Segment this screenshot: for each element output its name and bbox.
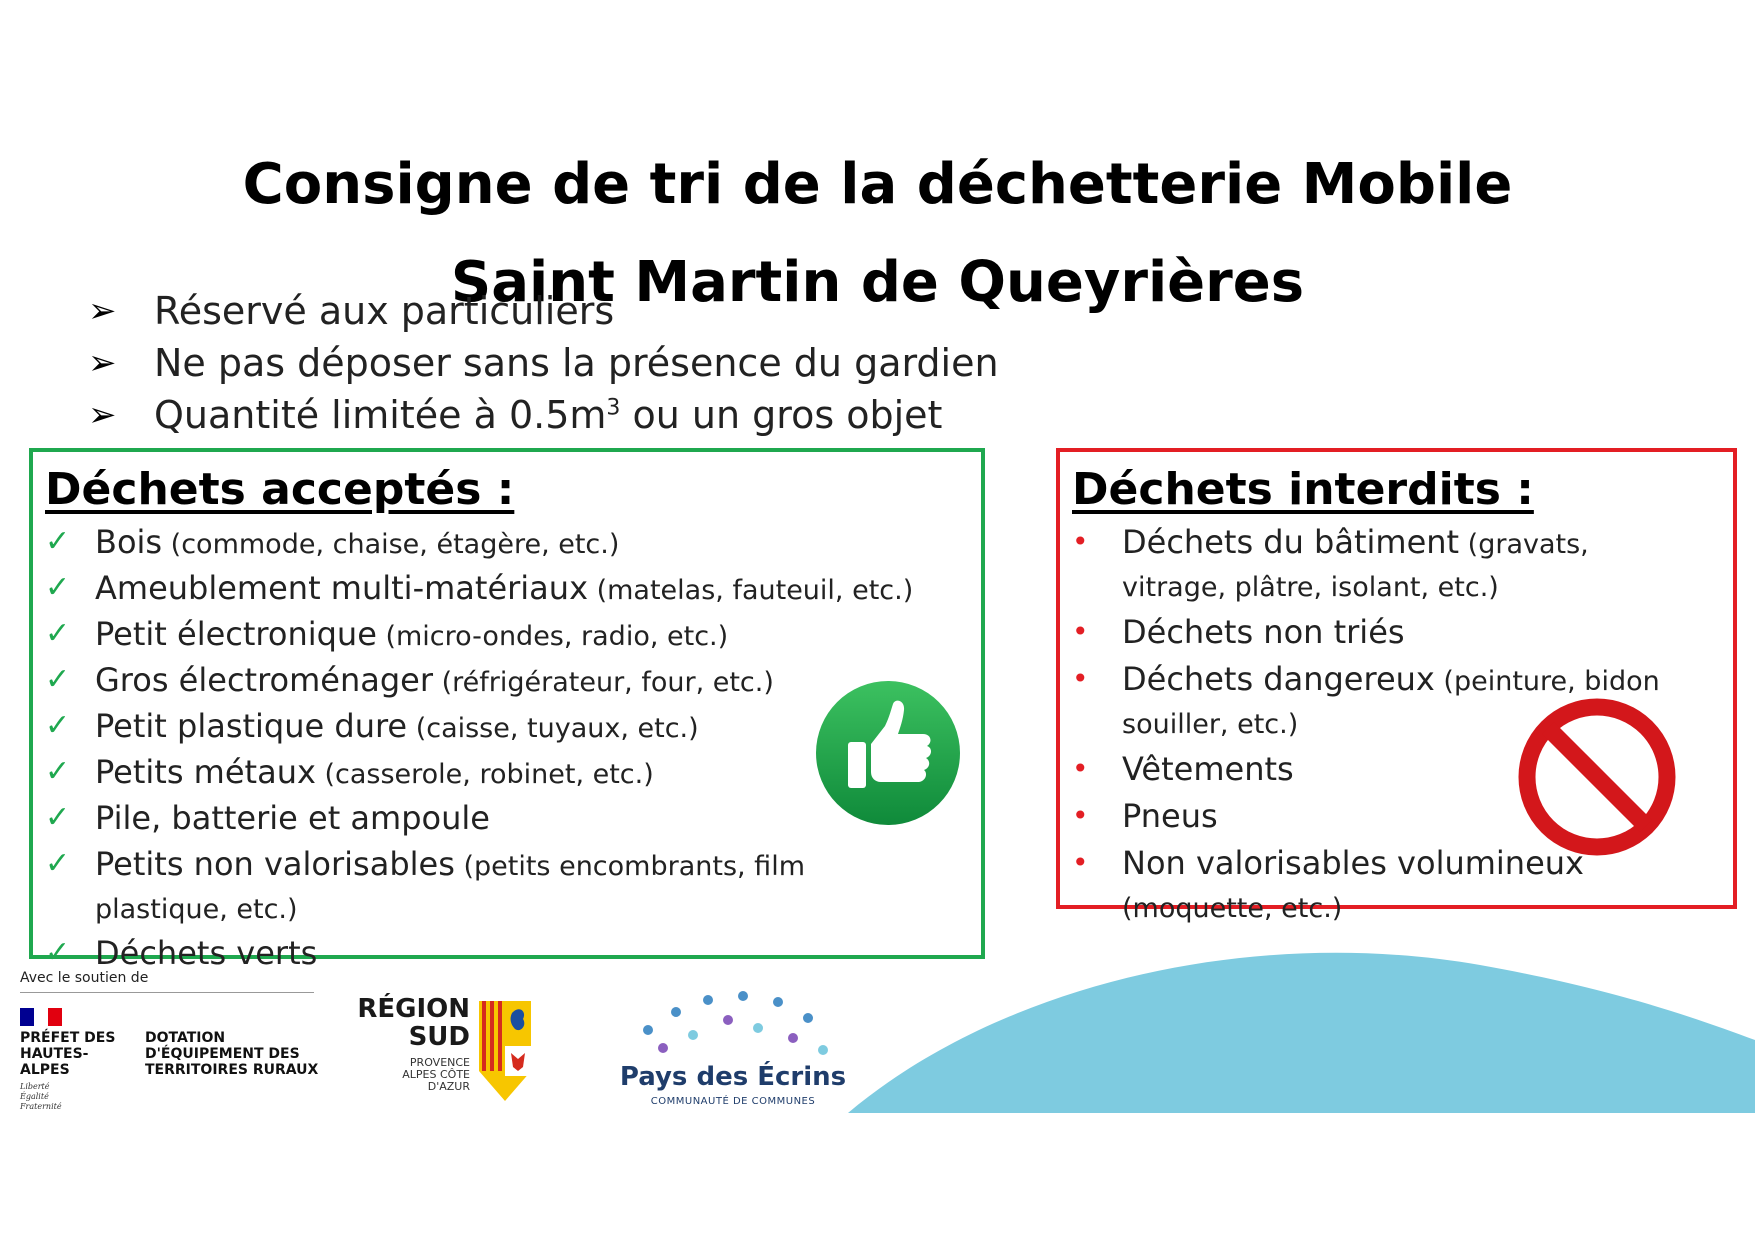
accepted-item-text (95, 798, 490, 841)
forbidden-item-text (1122, 796, 1218, 839)
divider (20, 992, 314, 993)
accepted-item-detail: (micro-ondes, radio, etc.) (376, 621, 729, 652)
intro-text-rest: ou un gros objet (620, 393, 943, 437)
dotation-program: DOTATION D'ÉQUIPEMENT DES TERRITOIRES RURAUX (145, 1030, 319, 1078)
thumbs-up-icon (815, 680, 961, 826)
check-icon: ✓ (45, 846, 71, 881)
intro-text-main: Quantité limitée à 0.5m (154, 393, 607, 437)
bullet-icon: • (1072, 525, 1089, 558)
accepted-item-detail: (caisse, tuyaux, etc.) (407, 713, 699, 744)
bullet-icon: • (1072, 799, 1089, 832)
forbidden-item-label: Vêtements (1122, 750, 1294, 788)
prefet-motto: Liberté Égalité Fraternité (20, 1082, 62, 1111)
accepted-item-detail: (petits encombrants, film plastique, etc.) (95, 851, 814, 925)
accepted-item-text (95, 706, 699, 749)
check-icon: ✓ (45, 935, 71, 970)
forbidden-item-label: Déchets dangereux (1122, 660, 1435, 698)
pays-des-ecrins-logo (618, 990, 848, 1110)
accepted-item-label: Pile, batterie et ampoule (95, 799, 490, 837)
forbidden-heading: Déchets interdits : (1072, 464, 1534, 515)
check-icon: ✓ (45, 662, 71, 697)
intro-list (88, 285, 999, 441)
bullet-icon: • (1072, 846, 1089, 879)
accepted-item-text (95, 660, 774, 703)
bullet-icon: • (1072, 752, 1089, 785)
accepted-item-label: Petit plastique dure (95, 707, 408, 745)
accepted-item-text (95, 844, 875, 930)
bullet-icon: • (1072, 662, 1089, 695)
forbidden-item-text (1122, 612, 1405, 655)
accepted-item-detail: (réfrigérateur, four, etc.) (433, 667, 774, 698)
french-flag-icon (20, 1008, 62, 1026)
intro-item (88, 337, 999, 389)
accepted-item (45, 844, 945, 930)
accepted-item (45, 752, 945, 795)
accepted-heading: Déchets acceptés : (45, 464, 515, 515)
forbidden-item-text (1122, 522, 1682, 608)
accepted-item-label: Bois (95, 523, 163, 561)
accepted-item-detail: (matelas, fauteuil, etc.) (588, 575, 914, 606)
check-icon: ✓ (45, 524, 71, 559)
forbidden-item-label: Non valorisables volumineux (1122, 844, 1584, 882)
intro-item (88, 285, 999, 337)
check-icon: ✓ (45, 570, 71, 605)
check-icon: ✓ (45, 754, 71, 789)
check-icon: ✓ (45, 800, 71, 835)
accepted-item-label: Déchets verts (95, 934, 318, 972)
forbidden-item-label: Pneus (1122, 797, 1218, 835)
forbidden-item (1072, 612, 1722, 655)
title-line-2: Saint Martin de Queyrières (450, 250, 1305, 315)
accepted-item (45, 522, 945, 565)
forbidden-item-detail: (moquette, etc.) (1122, 850, 1593, 924)
intro-text: Ne pas déposer sans la présence du gardien (154, 341, 999, 385)
forbidden-item-text (1122, 749, 1294, 792)
accepted-item-label: Ameublement multi-matériaux (95, 569, 588, 607)
accepted-item-label: Gros électroménager (95, 661, 434, 699)
people-figures-icon (618, 990, 848, 1065)
forbidden-item-label: Déchets du bâtiment (1122, 523, 1460, 561)
forbidden-item (1072, 522, 1722, 608)
accepted-item-detail: (casserole, robinet, etc.) (315, 759, 654, 790)
accepted-item-text (95, 522, 619, 565)
forbidden-item-detail: (peinture, bidon souiller, etc.) (1122, 666, 1669, 740)
accepted-item (45, 568, 945, 611)
ecrins-subtitle: COMMUNAUTÉ DE COMMUNES (650, 1096, 816, 1107)
accepted-list (45, 522, 945, 979)
region-shield-icon (479, 1001, 531, 1101)
accepted-item-text (95, 568, 913, 611)
forbidden-item-detail: (gravats, vitrage, plâtre, isolant, etc.) (1122, 529, 1598, 603)
title-line-1: Consigne de tri de la déchetterie Mobile (242, 152, 1513, 217)
support-caption: Avec le soutien de (20, 970, 149, 986)
forbidden-item-label: Déchets non triés (1122, 613, 1405, 651)
accepted-item (45, 706, 945, 749)
forbidden-icon (1516, 696, 1678, 858)
prefet-name: PRÉFET DES HAUTES-ALPES (20, 1030, 116, 1078)
accepted-item (45, 660, 945, 703)
intro-text: Réservé aux particuliers (154, 289, 615, 333)
arrow-bullet-icon: ➢ (88, 343, 117, 383)
intro-text-sup: 3 (606, 395, 621, 421)
accepted-item-label: Petits non valorisables (95, 845, 455, 883)
check-icon: ✓ (45, 616, 71, 651)
accepted-item-detail: (commode, chaise, étagère, etc.) (162, 529, 620, 560)
region-title: RÉGION SUD (357, 994, 470, 1052)
arrow-bullet-icon: ➢ (88, 395, 117, 435)
bullet-icon: • (1072, 615, 1089, 648)
region-subtitle: PROVENCE ALPES CÔTE D'AZUR (402, 1056, 470, 1093)
accepted-item-text (95, 614, 728, 657)
check-icon: ✓ (45, 708, 71, 743)
accepted-item (45, 798, 945, 841)
prefet-logo (20, 970, 320, 1115)
intro-item (88, 389, 999, 441)
arrow-bullet-icon: ➢ (88, 291, 117, 331)
accepted-item-label: Petits métaux (95, 753, 316, 791)
accepted-item-text (95, 752, 654, 795)
accepted-item (45, 614, 945, 657)
intro-text (154, 393, 942, 437)
ecrins-name: Pays des Écrins (619, 1062, 847, 1092)
accepted-item-label: Petit électronique (95, 615, 377, 653)
region-sud-logo (355, 995, 565, 1110)
